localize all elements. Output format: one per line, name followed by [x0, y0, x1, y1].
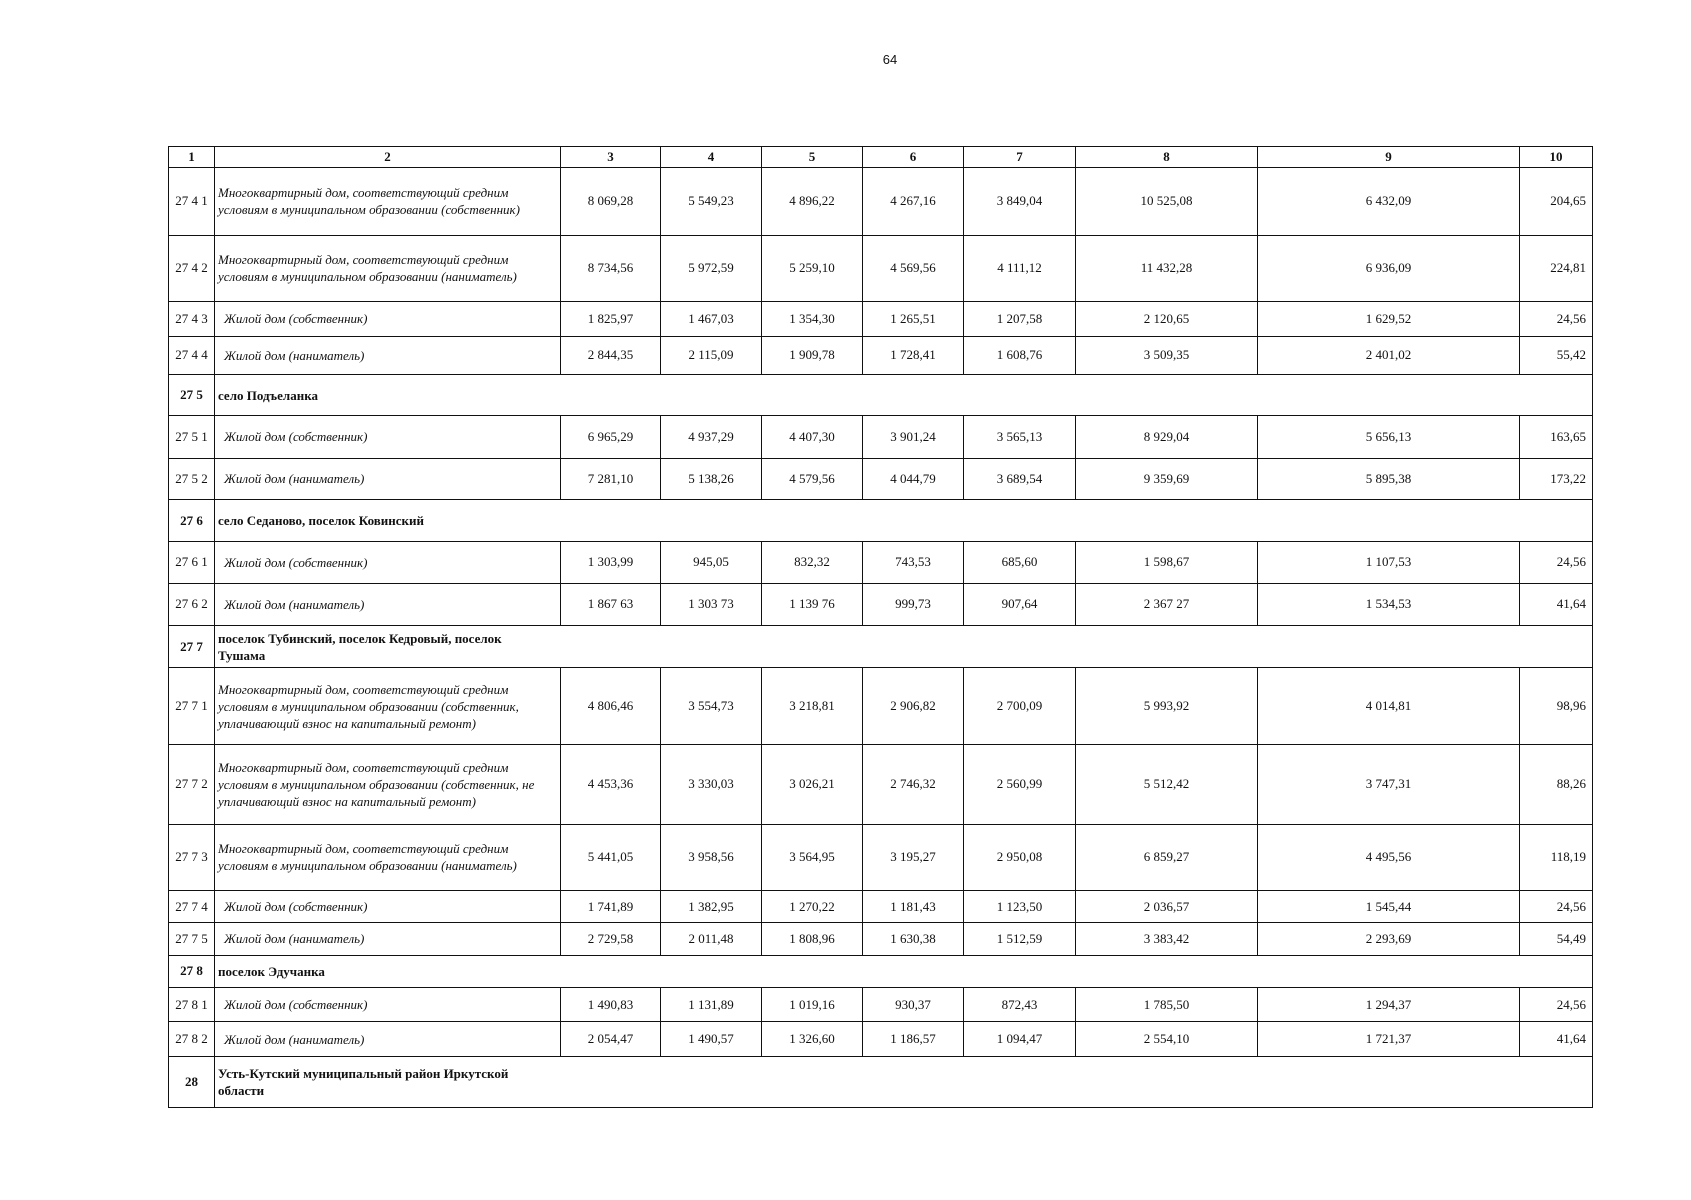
row-value: 1 019,16	[762, 987, 863, 1021]
row-value: 1 490,83	[561, 987, 661, 1021]
table-row	[169, 416, 1593, 458]
row-name: Жилой дом (собственник)	[215, 891, 561, 923]
row-value: 118,19	[1520, 824, 1593, 891]
table-row	[169, 235, 1593, 302]
row-value: 5 993,92	[1076, 668, 1258, 745]
row-value: 1 094,47	[964, 1022, 1076, 1057]
table-row	[169, 668, 1593, 745]
row-value: 3 564,95	[762, 824, 863, 891]
row-code: 27 8 2	[169, 1022, 215, 1057]
table-row	[169, 458, 1593, 499]
row-value: 1 382,95	[661, 891, 762, 923]
row-value: 1 490,57	[661, 1022, 762, 1057]
row-value: 1 326,60	[762, 1022, 863, 1057]
row-value: 1 186,57	[863, 1022, 964, 1057]
row-value: 2 560,99	[964, 744, 1076, 824]
table-row	[169, 583, 1593, 625]
row-value: 2 401,02	[1258, 336, 1520, 374]
row-value: 945,05	[661, 542, 762, 583]
row-value: 4 806,46	[561, 668, 661, 745]
row-value: 5 895,38	[1258, 458, 1520, 499]
row-value: 1 303,99	[561, 542, 661, 583]
row-value: 3 330,03	[661, 744, 762, 824]
row-value: 3 689,54	[964, 458, 1076, 499]
row-code: 27 4 3	[169, 302, 215, 336]
page-number: 64	[882, 52, 898, 67]
row-value: 4 896,22	[762, 168, 863, 236]
row-value: 5 259,10	[762, 235, 863, 302]
table-row	[169, 542, 1593, 583]
row-value: 1 467,03	[661, 302, 762, 336]
row-value: 1 785,50	[1076, 987, 1258, 1021]
row-code: 27 7 3	[169, 824, 215, 891]
column-header: 10	[1520, 147, 1593, 168]
column-header: 7	[964, 147, 1076, 168]
row-code: 27 7 4	[169, 891, 215, 923]
row-value: 8 734,56	[561, 235, 661, 302]
row-name: Жилой дом (собственник)	[215, 416, 561, 458]
row-code: 27 6 1	[169, 542, 215, 583]
row-value: 2 115,09	[661, 336, 762, 374]
row-value: 872,43	[964, 987, 1076, 1021]
row-value: 5 549,23	[661, 168, 762, 236]
table-row	[169, 1022, 1593, 1057]
column-header: 9	[1258, 147, 1520, 168]
row-value: 1 630,38	[863, 923, 964, 955]
row-name: Многоквартирный дом, соответствующий средним условиям в муниципальном образовании (наниматель)	[215, 235, 561, 302]
row-value: 1 545,44	[1258, 891, 1520, 923]
row-value: 3 383,42	[1076, 923, 1258, 955]
row-name: Жилой дом (наниматель)	[215, 336, 561, 374]
row-code: 27 4 2	[169, 235, 215, 302]
row-value: 4 453,36	[561, 744, 661, 824]
row-value: 8 069,28	[561, 168, 661, 236]
row-value: 3 565,13	[964, 416, 1076, 458]
row-value: 1 808,96	[762, 923, 863, 955]
row-value: 88,26	[1520, 744, 1593, 824]
table-row	[169, 168, 1593, 236]
row-value: 1 867 63	[561, 583, 661, 625]
row-value: 1 139 76	[762, 583, 863, 625]
row-value: 1 181,43	[863, 891, 964, 923]
table-header-row	[169, 147, 1593, 168]
row-value: 98,96	[1520, 668, 1593, 745]
row-value: 4 569,56	[863, 235, 964, 302]
row-value: 832,32	[762, 542, 863, 583]
row-value: 1 294,37	[1258, 987, 1520, 1021]
section-title: село Седаново, поселок Ковинский	[215, 499, 1593, 541]
row-value: 2 293,69	[1258, 923, 1520, 955]
table-row	[169, 744, 1593, 824]
section-title: село Подъеланка	[215, 374, 1593, 415]
row-value: 1 354,30	[762, 302, 863, 336]
row-value: 2 367 27	[1076, 583, 1258, 625]
row-value: 6 936,09	[1258, 235, 1520, 302]
row-value: 55,42	[1520, 336, 1593, 374]
row-value: 10 525,08	[1076, 168, 1258, 236]
row-value: 4 111,12	[964, 235, 1076, 302]
row-code: 27 8 1	[169, 987, 215, 1021]
row-value: 5 138,26	[661, 458, 762, 499]
section-row	[169, 1057, 1593, 1108]
row-value: 4 044,79	[863, 458, 964, 499]
section-code: 28	[169, 1057, 215, 1108]
row-value: 2 554,10	[1076, 1022, 1258, 1057]
row-value: 1 270,22	[762, 891, 863, 923]
row-value: 173,22	[1520, 458, 1593, 499]
table-row	[169, 336, 1593, 374]
section-title: поселок Эдучанка	[215, 955, 1593, 987]
row-value: 4 014,81	[1258, 668, 1520, 745]
row-value: 4 407,30	[762, 416, 863, 458]
row-value: 4 937,29	[661, 416, 762, 458]
section-code: 27 8	[169, 955, 215, 987]
row-value: 3 747,31	[1258, 744, 1520, 824]
row-value: 1 303 73	[661, 583, 762, 625]
table-row	[169, 302, 1593, 336]
row-value: 5 441,05	[561, 824, 661, 891]
row-code: 27 5 1	[169, 416, 215, 458]
row-value: 2 746,32	[863, 744, 964, 824]
row-value: 4 579,56	[762, 458, 863, 499]
row-value: 2 054,47	[561, 1022, 661, 1057]
column-header: 2	[215, 147, 561, 168]
row-name: Жилой дом (собственник)	[215, 302, 561, 336]
row-value: 3 554,73	[661, 668, 762, 745]
row-value: 2 906,82	[863, 668, 964, 745]
row-code: 27 4 1	[169, 168, 215, 236]
row-value: 1 107,53	[1258, 542, 1520, 583]
row-value: 1 721,37	[1258, 1022, 1520, 1057]
row-value: 54,49	[1520, 923, 1593, 955]
column-header: 1	[169, 147, 215, 168]
row-value: 2 036,57	[1076, 891, 1258, 923]
row-value: 3 958,56	[661, 824, 762, 891]
row-value: 9 359,69	[1076, 458, 1258, 499]
row-value: 907,64	[964, 583, 1076, 625]
section-code: 27 7	[169, 625, 215, 667]
section-title: Усть-Кутский муниципальный район Иркутской области	[218, 1066, 509, 1099]
section-code: 27 6	[169, 499, 215, 541]
row-value: 1 909,78	[762, 336, 863, 374]
row-code: 27 7 1	[169, 668, 215, 745]
column-header: 3	[561, 147, 661, 168]
table-row	[169, 987, 1593, 1021]
row-name: Многоквартирный дом, соответствующий средним условиям в муниципальном образовании (собственник)	[215, 168, 561, 236]
section-code: 27 5	[169, 374, 215, 415]
row-value: 3 195,27	[863, 824, 964, 891]
column-header: 5	[762, 147, 863, 168]
row-value: 163,65	[1520, 416, 1593, 458]
row-code: 27 6 2	[169, 583, 215, 625]
row-value: 8 929,04	[1076, 416, 1258, 458]
row-name: Жилой дом (собственник)	[215, 987, 561, 1021]
row-value: 1 265,51	[863, 302, 964, 336]
section-row	[169, 625, 1593, 667]
row-name: Жилой дом (собственник)	[215, 542, 561, 583]
row-value: 204,65	[1520, 168, 1593, 236]
row-value: 930,37	[863, 987, 964, 1021]
column-header: 6	[863, 147, 964, 168]
row-value: 4 267,16	[863, 168, 964, 236]
row-value: 6 965,29	[561, 416, 661, 458]
row-value: 7 281,10	[561, 458, 661, 499]
tariff-table	[168, 146, 1593, 1108]
row-value: 24,56	[1520, 891, 1593, 923]
table-row	[169, 923, 1593, 955]
row-value: 743,53	[863, 542, 964, 583]
row-value: 1 825,97	[561, 302, 661, 336]
row-name: Многоквартирный дом, соответствующий средним условиям в муниципальном образовании (собственник, уплачивающий взнос на капитальный ремонт)	[215, 668, 561, 745]
row-value: 24,56	[1520, 302, 1593, 336]
row-value: 24,56	[1520, 987, 1593, 1021]
row-value: 1 207,58	[964, 302, 1076, 336]
row-value: 2 120,65	[1076, 302, 1258, 336]
row-value: 2 011,48	[661, 923, 762, 955]
row-value: 1 741,89	[561, 891, 661, 923]
row-value: 5 512,42	[1076, 744, 1258, 824]
table-row	[169, 891, 1593, 923]
row-value: 5 972,59	[661, 235, 762, 302]
row-name: Жилой дом (наниматель)	[215, 583, 561, 625]
row-value: 1 608,76	[964, 336, 1076, 374]
row-code: 27 5 2	[169, 458, 215, 499]
row-code: 27 7 5	[169, 923, 215, 955]
section-title: поселок Тубинский, поселок Кедровый, поселок Тушама	[218, 630, 502, 663]
row-value: 6 432,09	[1258, 168, 1520, 236]
row-value: 2 844,35	[561, 336, 661, 374]
row-value: 1 728,41	[863, 336, 964, 374]
row-value: 6 859,27	[1076, 824, 1258, 891]
row-value: 2 950,08	[964, 824, 1076, 891]
row-value: 1 629,52	[1258, 302, 1520, 336]
row-code: 27 7 2	[169, 744, 215, 824]
table-row	[169, 824, 1593, 891]
row-value: 3 901,24	[863, 416, 964, 458]
row-value: 1 123,50	[964, 891, 1076, 923]
row-value: 1 534,53	[1258, 583, 1520, 625]
row-value: 4 495,56	[1258, 824, 1520, 891]
row-value: 24,56	[1520, 542, 1593, 583]
row-value: 41,64	[1520, 1022, 1593, 1057]
row-value: 5 656,13	[1258, 416, 1520, 458]
row-value: 685,60	[964, 542, 1076, 583]
row-value: 224,81	[1520, 235, 1593, 302]
row-name: Жилой дом (наниматель)	[215, 923, 561, 955]
section-row	[169, 499, 1593, 541]
row-value: 3 026,21	[762, 744, 863, 824]
row-value: 1 131,89	[661, 987, 762, 1021]
row-value: 11 432,28	[1076, 235, 1258, 302]
row-value: 1 512,59	[964, 923, 1076, 955]
row-value: 3 509,35	[1076, 336, 1258, 374]
row-value: 2 729,58	[561, 923, 661, 955]
row-name: Многоквартирный дом, соответствующий средним условиям в муниципальном образовании (собственник, не уплачивающий взнос на капитальный ремонт)	[215, 744, 561, 824]
row-value: 41,64	[1520, 583, 1593, 625]
row-value: 2 700,09	[964, 668, 1076, 745]
section-row	[169, 374, 1593, 415]
row-value: 1 598,67	[1076, 542, 1258, 583]
row-value: 3 218,81	[762, 668, 863, 745]
row-name: Жилой дом (наниматель)	[215, 1022, 561, 1057]
row-value: 3 849,04	[964, 168, 1076, 236]
row-code: 27 4 4	[169, 336, 215, 374]
column-header: 4	[661, 147, 762, 168]
section-row	[169, 955, 1593, 987]
row-name: Жилой дом (наниматель)	[215, 458, 561, 499]
row-name: Многоквартирный дом, соответствующий средним условиям в муниципальном образовании (наниматель)	[215, 824, 561, 891]
column-header: 8	[1076, 147, 1258, 168]
row-value: 999,73	[863, 583, 964, 625]
